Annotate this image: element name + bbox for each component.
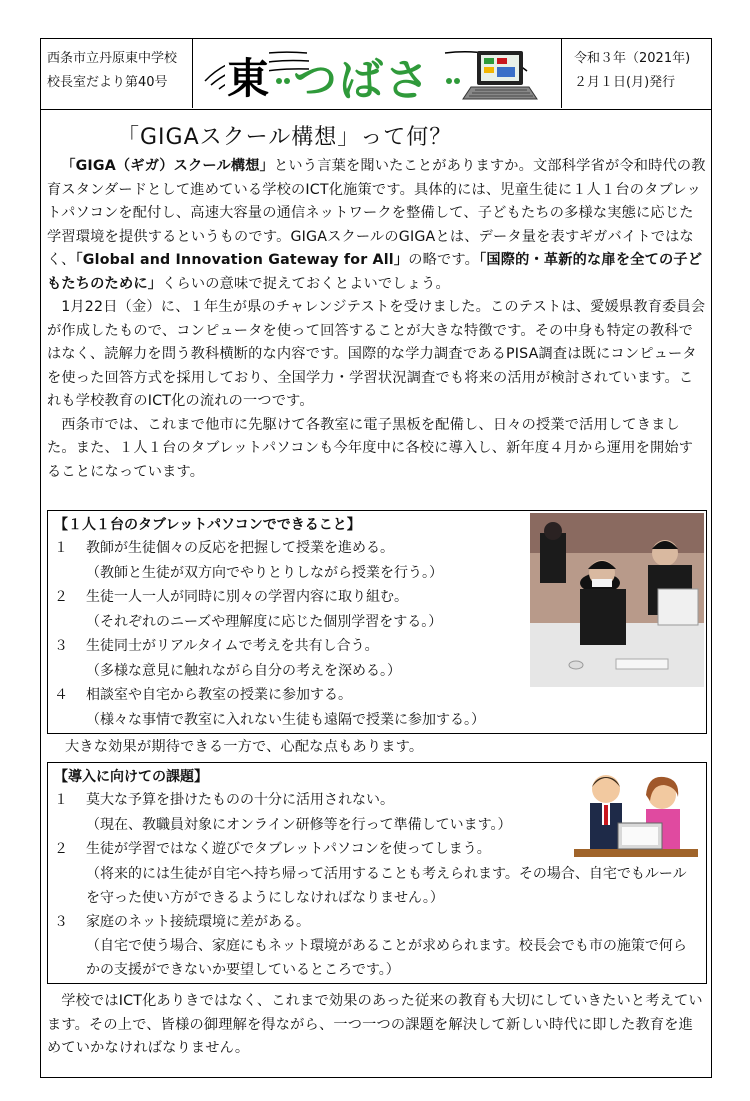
capability-item: １ 教師が生徒個々の反応を把握して授業を進める。 <box>54 540 394 556</box>
p1-text-c: の略です。 <box>408 252 480 268</box>
capability-detail: （様々な事情で教室に入れない生徒も遠隔で授業に参加する。） <box>86 711 485 728</box>
capability-item: ４ 相談室や自宅から教室の授業に参加する。 <box>54 687 352 703</box>
challenge-detail: （現在、教職員対象にオンライン研修等を行って準備しています。） <box>86 816 512 833</box>
newsletter-number: 校長室だより第40号 <box>47 75 168 90</box>
school-name: 西条市立丹原東中学校 <box>47 51 178 66</box>
capability-detail: （教師と生徒が双方向でやりとりしながら授業を行う。） <box>86 564 443 581</box>
article-title: 「GIGAスクール構想」って何？ <box>117 125 453 150</box>
parent-teacher-illustration <box>566 767 702 871</box>
capabilities-box <box>47 510 707 734</box>
challenge-item: ３ 家庭のネット接続環境に差がある。 <box>54 913 310 930</box>
newsletter-logo <box>197 41 557 107</box>
capabilities-title: 【１人１台のタブレットパソコンでできること】 <box>54 517 361 533</box>
challenge-detail: （自宅で使う場合、家庭にもネット環境があることが求められます。校長会でも市の施策で何らかの支援ができないか要望しているところです。） <box>86 938 687 978</box>
capability-item: ２ 生徒一人一人が同時に別々の学習内容に取り組む。 <box>54 589 408 605</box>
closing-paragraph: 学校ではICT化ありきではなく、これまで効果のあった従来の教育も大切にしていきたいと考えています。その上で、皆様の御理解を得ながら、一つ一つの課題を解決して新しい時代に即した教育を進めていかなければなりません。 <box>47 993 703 1056</box>
challenge-item: １ 莫大な予算を掛けたものの十分に活用されない。 <box>54 792 394 808</box>
challenges-title: 【導入に向けての課題】 <box>54 769 208 785</box>
p1-text-d: 「国際的・革新的な扉を全ての子どもたちのために」 <box>47 252 703 292</box>
laptop-icon <box>463 51 537 99</box>
paragraph-3: 西条市では、これまで他市に先駆けて各教室に電子黒板を配備し、日々の授業で活用してきました。また、１人１台のタブレットパソコンも今年度中に各校に導入し、新年度４月から運用を開始することになっています。 <box>47 416 694 480</box>
article-body <box>40 110 712 1078</box>
paragraph-2: 1月22日（金）に、１年生が県のチャレンジテストを受けました。このテストは、愛媛県教育委員会が作成したもので、コンピュータを使って回答することが大きな特徴です。その中身も特定の教科ではなく、読解力を問う教科横断的な内容です。国際的な学力調査であるPISA調査は既にコンピュータを使った回答方式を採用しており、全国学力・学習状況調査でも将来の活用が検討されています。これも学校教育のICT化の流れの一つです。 <box>47 299 706 409</box>
challenges-box <box>47 762 707 984</box>
logo-kana: つばさ <box>293 55 431 106</box>
capability-item: ３ 生徒同士がリアルタイムで考えを共有し合う。 <box>54 638 379 654</box>
issue-info <box>561 39 711 108</box>
school-info <box>41 39 193 108</box>
p1-lead: 「GIGA（ギガ）スクール構想」 <box>61 158 275 174</box>
logo-kanji: 東 <box>227 54 270 103</box>
newsletter-page <box>40 38 712 1078</box>
paragraph-1 <box>47 155 707 296</box>
challenge-item: ２ 生徒が学習ではなく遊びでタブレットパソコンを使ってしまう。 <box>54 841 491 857</box>
classroom-photo <box>530 513 704 687</box>
p1-text-b: 「Global and Innovation Gateway for All」 <box>75 252 409 268</box>
p1-text-a: という言葉を聞いたことがありますか。文部科学省が令和時代の教育スタンダードとして進めている学校のICT化施策です。具体的には、児童生徒に１人１台のタブレットパソコンを配付し、高速大容量の通信ネットワークを整備して、子どもたちの多様な実態に応じた学習環境を提供するというものです。GIGAスクールのGIGAとは、データ量を表すギガバイトではなく、 <box>47 158 706 268</box>
article-paragraphs <box>47 155 707 484</box>
capability-detail: （それぞれのニーズや理解度に応じた個別学習をする。） <box>86 613 443 630</box>
issue-date: ２月１日(月)発行 <box>574 75 676 90</box>
issue-era-date: 令和３年（2021年) <box>574 51 691 66</box>
capability-detail: （多様な意見に触れながら自分の考えを深める。） <box>86 662 401 679</box>
transition-text: 大きな効果が期待できる一方で、心配な点もあります。 <box>65 739 424 755</box>
masthead-header <box>40 38 712 110</box>
p1-text-e: くらいの意味で捉えておくとよいでしょう。 <box>162 275 450 292</box>
challenge-detail: （将来的には生徒が自宅へ持ち帰って活用することも考えられます。その場合、自宅でもルールを守った使い方ができるようにしなければなりません。） <box>86 865 687 906</box>
capabilities-list <box>54 514 524 732</box>
